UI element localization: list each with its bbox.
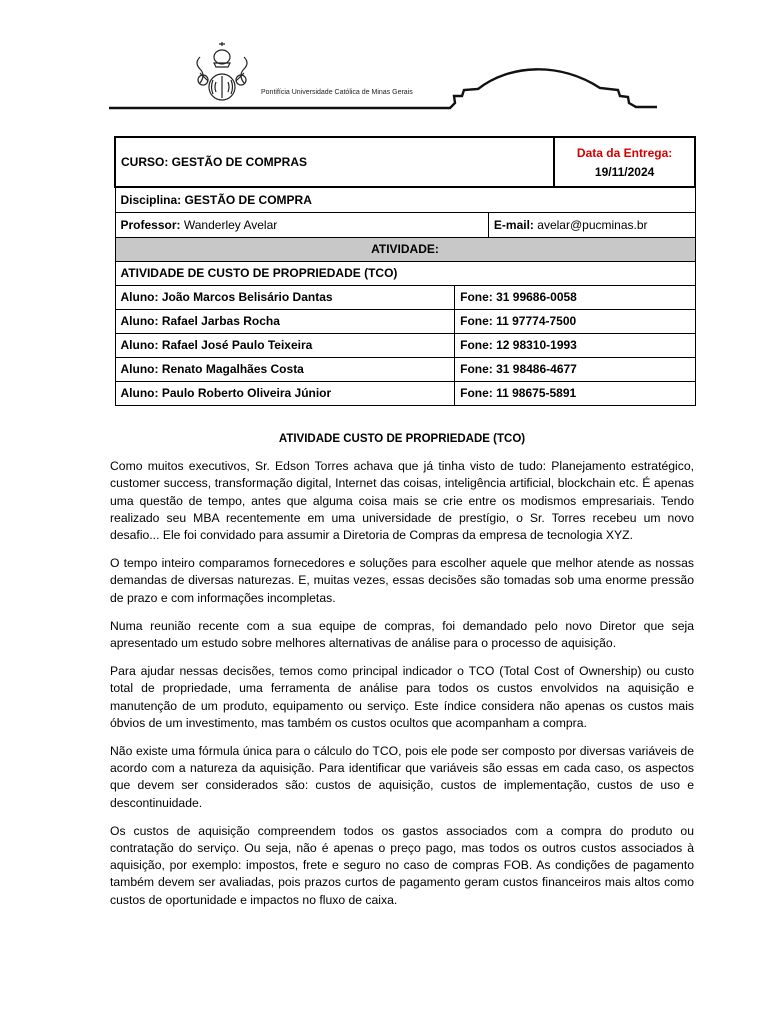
delivery-date: 19/11/2024 bbox=[594, 164, 655, 179]
student-name: Aluno: Paulo Roberto Oliveira Júnior bbox=[115, 381, 455, 405]
activity-header: ATIVIDADE: bbox=[115, 237, 695, 261]
page-header bbox=[0, 0, 768, 115]
student-name: Aluno: Rafael José Paulo Teixeira bbox=[115, 333, 455, 357]
activity-title: ATIVIDADE DE CUSTO DE PROPRIEDADE (TCO) bbox=[115, 261, 695, 285]
student-row bbox=[115, 309, 695, 333]
activity-title-row bbox=[115, 261, 695, 285]
student-phone: Fone: 31 98486-4677 bbox=[455, 357, 695, 381]
discipline-label: Disciplina: bbox=[120, 192, 182, 207]
email-value: avelar@pucminas.br bbox=[537, 217, 648, 232]
discipline-cell bbox=[115, 187, 695, 212]
university-crest-icon bbox=[197, 42, 247, 100]
delivery-cell bbox=[554, 137, 695, 187]
professor-label: Professor: bbox=[120, 217, 181, 232]
student-phone: Fone: 11 97774-7500 bbox=[455, 309, 695, 333]
course-info-table bbox=[114, 136, 696, 406]
student-name: Aluno: Renato Magalhães Costa bbox=[115, 357, 455, 381]
student-row bbox=[115, 333, 695, 357]
student-row bbox=[115, 381, 695, 405]
discipline-row bbox=[115, 187, 695, 212]
student-phone: Fone: 11 98675-5891 bbox=[455, 381, 695, 405]
student-row bbox=[115, 285, 695, 309]
email-label: E-mail: bbox=[493, 217, 534, 232]
activity-header-row bbox=[115, 237, 695, 261]
student-name: Aluno: João Marcos Belisário Dantas bbox=[115, 285, 455, 309]
paragraph: Numa reunião recente com a sua equipe de compras, foi demandado pelo novo Diretor que seja apresentado um estudo sobre melhores alternativas de análise para o processo de aquisição. bbox=[110, 618, 694, 651]
professor-value: Wanderley Avelar bbox=[183, 217, 278, 232]
student-phone: Fone: 31 99686-0058 bbox=[455, 285, 695, 309]
header-decoration bbox=[0, 0, 768, 115]
professor-row bbox=[115, 212, 695, 237]
student-row bbox=[115, 357, 695, 381]
document-title: ATIVIDADE CUSTO DE PROPRIEDADE (TCO) bbox=[278, 433, 526, 445]
professor-cell bbox=[115, 212, 488, 237]
university-name: Pontifícia Universidade Católica de Minas Gerais bbox=[261, 89, 413, 96]
student-phone: Fone: 12 98310-1993 bbox=[455, 333, 695, 357]
student-name: Aluno: Rafael Jarbas Rocha bbox=[115, 309, 455, 333]
course-label: CURSO: GESTÃO DE COMPRAS bbox=[115, 137, 554, 187]
discipline-value: GESTÃO DE COMPRA bbox=[184, 192, 312, 207]
paragraph: Os custos de aquisição compreendem todos os gastos associados com a compra do produto ou contratação do serviço. Ou seja, não é apenas o preço pago, mas todos os outros custos associados à aquisição, por exemplo: impostos, frete e seguro no caso de compras FOB. As condições de pagamento também devem ser avaliadas, pois prazos curtos de pagamento geram custos financeiros mais altos como custos de oportunidade e impactos no fluxo de caixa. bbox=[110, 823, 694, 907]
paragraph: Não existe uma fórmula única para o cálculo do TCO, pois ele pode ser composto por diversas variáveis de acordo com a natureza da aquisição. Para identificar que variáveis são essas em cada caso, os aspectos que devem ser considerados são: custos de aquisição, custos de implementação, custos de uso e descontinuidade. bbox=[110, 744, 694, 810]
paragraph: Para ajudar nessas decisões, temos como principal indicador o TCO (Total Cost of Ownership) ou custo total de propriedade, uma ferramenta de análise para todos os custos envolvidos na aquisição e manutenção de um produto, equipamento ou serviço. Este índice considera não apenas os custos mais óbvios de um investimento, mas também os custos ocultos que acompanham a compra. bbox=[110, 664, 694, 730]
paragraph: Como muitos executivos, Sr. Edson Torres achava que já tinha visto de tudo: Planejamento estratégico, customer success, transformação digital, Internet das coisas, inteligência artificial, blockchain etc. É apenas uma questão de tempo, antes que alguma coisa mais se crie entre os modismos empresariais. Tendo realizado seu MBA recentemente em uma universidade de prestígio, o Sr. Torres recebeu um novo desafio... Ele foi convidado para assumir a Diretoria de Compras da empresa de tecnologia XYZ. bbox=[110, 459, 694, 543]
course-row bbox=[115, 137, 695, 187]
email-cell bbox=[488, 212, 695, 237]
paragraph: O tempo inteiro comparamos fornecedores e soluções para escolher aquele que melhor atende as nossas demandas de diversas naturezas. E, muitas vezes, essas decisões são tomadas sob uma enorme pressão de prazo e com informações incompletas. bbox=[110, 556, 694, 605]
document-body bbox=[110, 431, 694, 920]
delivery-label: Data da Entrega: bbox=[576, 145, 673, 160]
